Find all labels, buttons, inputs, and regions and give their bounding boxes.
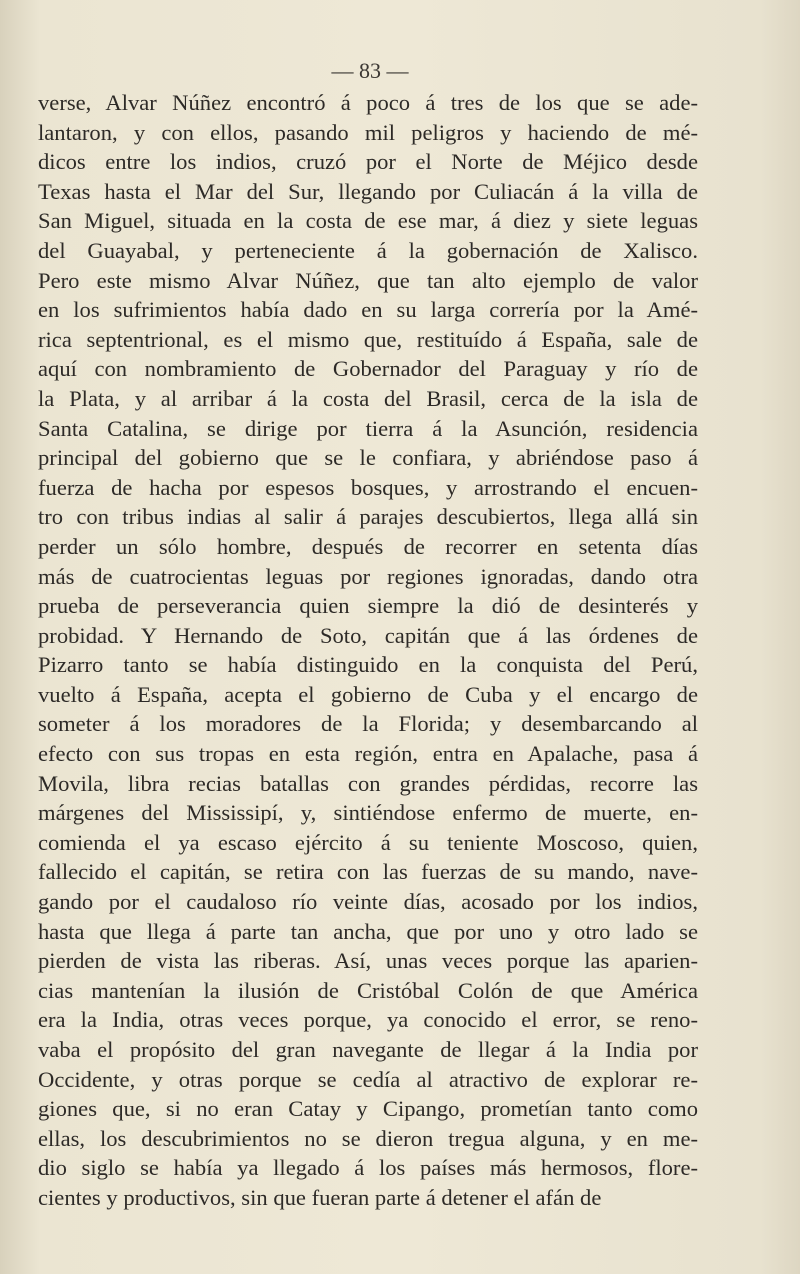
text-line: tro con tribus indias al salir á parajes descubiertos, llega allá sin [38, 504, 698, 530]
text-line: del Guayabal, y perteneciente á la gobernación de Xalisco. [38, 237, 698, 263]
text-line: giones que, si no eran Catay y Cipango, prometían tanto como [38, 1096, 698, 1122]
text-line: aquí con nombramiento de Gobernador del Paraguay y río de [38, 356, 698, 382]
text-line: Texas hasta el Mar del Sur, llegando por Culiacán á la villa de [38, 178, 698, 204]
text-line: Santa Catalina, se dirige por tierra á la Asunción, residencia [38, 415, 698, 441]
text-line: San Miguel, situada en la costa de ese mar, á diez y siete leguas [38, 208, 698, 234]
page-number: — 83 — [331, 58, 409, 83]
text-line: verse, Alvar Núñez encontró á poco á tres de los que se ade- [38, 90, 698, 115]
text-line: vuelto á España, acepta el gobierno de Cuba y el encargo de [38, 681, 698, 707]
text-line: hasta que llega á parte tan ancha, que por uno y otro lado se [38, 918, 698, 944]
text-line: probidad. Y Hernando de Soto, capitán que á las órdenes de [38, 622, 698, 648]
text-line: efecto con sus tropas en esta región, entra en Apalache, pasa á [38, 741, 698, 767]
text-line: Pizarro tanto se había distinguido en la conquista del Perú, [38, 652, 698, 678]
text-line: perder un sólo hombre, después de recorrer en setenta días [38, 533, 698, 559]
text-line: fallecido el capitán, se retira con las fuerzas de su mando, nave- [38, 859, 698, 885]
text-line: prueba de perseverancia quien siempre la dió de desinterés y [38, 593, 698, 619]
text-line: comienda el ya escaso ejército á su teniente Moscoso, quien, [38, 829, 698, 855]
text-line: principal del gobierno que se le confiara, y abriéndose paso á [38, 445, 698, 471]
text-line: cias mantenían la ilusión de Cristóbal Colón de que América [38, 977, 698, 1003]
text-line: era la India, otras veces porque, ya conocido el error, se reno- [38, 1007, 698, 1033]
text-line: márgenes del Mississipí, y, sintiéndose enfermo de muerte, en- [38, 800, 698, 826]
text-line: someter á los moradores de la Florida; y desembarcando al [38, 711, 698, 737]
text-line: dio siglo se había ya llegado á los países más hermosos, flore- [38, 1155, 698, 1181]
text-line: gando por el caudaloso río veinte días, acosado por los indios, [38, 889, 698, 915]
body-paragraph [38, 88, 698, 1213]
text-line: lantaron, y con ellos, pasando mil peligros y haciendo de mé- [38, 119, 698, 145]
text-line: Pero este mismo Alvar Núñez, que tan alto ejemplo de valor [38, 267, 698, 293]
text-line: más de cuatrocientas leguas por regiones ignoradas, dando otra [38, 563, 698, 589]
text-line: cientes y productivos, sin que fueran parte á detener el afán de [38, 1184, 602, 1210]
text-line: ellas, los descubrimientos no se dieron tregua alguna, y en me- [38, 1125, 698, 1151]
text-line: vaba el propósito del gran navegante de llegar á la India por [38, 1037, 698, 1062]
text-line: Movila, libra recias batallas con grandes pérdidas, recorre las [38, 770, 698, 796]
text-line: rica septentrional, es el mismo que, restituído á España, sale de [38, 326, 698, 352]
text-line: dicos entre los indios, cruzó por el Norte de Méjico desde [38, 149, 698, 175]
text-line: fuerza de hacha por espesos bosques, y arrostrando el encuen- [38, 474, 698, 500]
text-line: pierden de vista las riberas. Así, unas veces porque las aparien- [38, 948, 698, 974]
text-line: Occidente, y otras porque se cedía al atractivo de explorar re- [38, 1066, 698, 1092]
text-line: la Plata, y al arribar á la costa del Brasil, cerca de la isla de [38, 385, 698, 411]
text-line: en los sufrimientos había dado en su larga correría por la Amé- [38, 297, 698, 323]
